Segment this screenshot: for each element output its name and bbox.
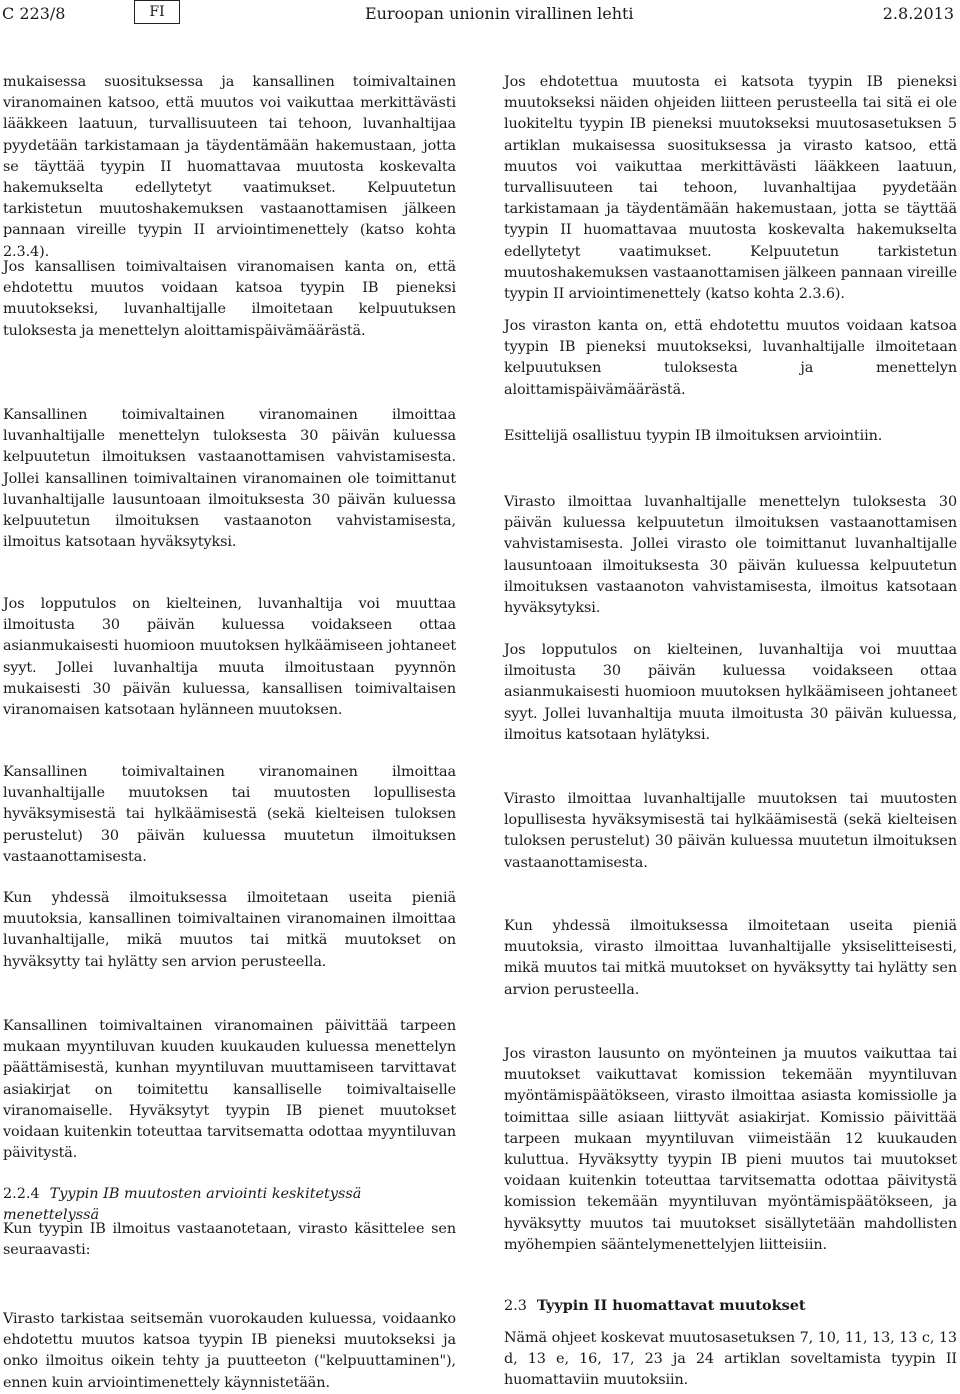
right-paragraph-7: Kun yhdessä ilmoituksessa ilmoitetaan useita pieniä muutoksia, virasto ilmoittaa luvanhaltijalle yksiselitteisesti, mikä muutos tai mitkä muutokset on hyväksytty tai hylätty sen arvion perusteella. (504, 918, 957, 998)
left-paragraph-4: Jos lopputulos on kielteinen, luvanhaltija voi muuttaa ilmoitusta 30 päivän kuluessa voidakseen ottaa asianmukaisesti huomioon muutoksen hylkäämiseen johtaneet syyt. Jollei luvanhaltija muuta ilmoitustaan pyynnön mukaisesti 30 päivän kuluessa, kansallisen toimivaltaisen viranomaisen katsotaan hylänneen muutoksen. (3, 596, 456, 719)
language-code-box: FI (134, 0, 180, 24)
right-paragraph-8: Jos viraston lausunto on myönteinen ja muutos vaikuttaa tai muutokset vaikuttavat komission tekemään myyntiluvan myöntämispäätökseen, virasto ilmoittaa asiasta komissiolle ja toimittaa sille asiaan liittyvät asiakirjat. Komissio päivittää tarpeen mukaan myyntiluvan viimeistään 12 kuukauden kuluttua. Hyväksytty tyypin IB pieni muutos tai muutokset voidaan kuitenkin toteuttaa tarvitsematta odottaa päivitystä komission tekemään myyntiluvan myöntämispäätökseen, ja hyväksytty muutos tai muutokset sisällytetään mahdollisten myöhempien sääntelymenettelyjen liitteisiin. (504, 1046, 957, 1253)
section-number: 2.2.4 (3, 1186, 40, 1202)
section-title: Tyypin II huomattavat muutokset (536, 1297, 806, 1314)
left-paragraph-9: Virasto tarkistaa seitsemän vuorokauden kuluessa, voidaanko ehdotettu muutos katsoa tyypin IB pieneksi muutokseksi ja onko ilmoitus oikein tehty ja puutteeton ("kelpuuttaminen"), ennen kuin arviointimenettely käynnistetään. (3, 1311, 456, 1391)
page-header (0, 0, 960, 30)
left-paragraph-8: Kun tyypin IB ilmoitus vastaanotetaan, virasto käsittelee sen seuraavasti: (3, 1221, 456, 1259)
right-paragraph-4: Virasto ilmoittaa luvanhaltijalle menettelyn tuloksesta 30 päivän kuluessa kelpuutetun ilmoituksen vastaanottamisen vahvistamisesta. Jollei virasto ole toimittanut luvanhaltijalle lausuntoaan ilmoituksesta 30 päivän kuluessa kelpuutetun ilmoituksen vastaanoton vahvistamisesta, ilmoitus katsotaan hyväksytyksi. (504, 494, 957, 617)
left-paragraph-1: mukaisessa suosituksessa ja kansallinen toimivaltainen viranomainen katsoo, että muutos voi vaikuttaa merkittävästi lääkkeen laatuun, turvallisuuteen tai tehoon, luvanhaltijaa pyydetään tarkistamaan ja täydentämään hakemustaan, jotta se täyttää tyypin II huomattavaa muutosta koskevalta hakemukselta edellytetyt vaatimukset. Kelpuutetun tarkistetun muutoshakemuksen vastaanottamisen jälkeen pannaan vireille tyypin II arviointimenettely (katso kohta 2.3.4). (3, 74, 456, 260)
section-heading-2-3 (504, 1295, 957, 1317)
journal-reference: C 223/8 (2, 4, 66, 23)
left-paragraph-3: Kansallinen toimivaltainen viranomainen ilmoittaa luvanhaltijalle menettelyn tuloksesta 30 päivän kuluessa kelpuutetun ilmoituksen vastaanottamisen vahvistamisesta. Jollei kansallinen toimivaltainen viranomainen ole toimittanut luvanhaltijalle lausuntoaan ilmoituksesta 30 päivän kuluessa kelpuutetun ilmoituksen vastaanoton vahvistamisesta, ilmoitus katsotaan hyväksytyksi. (3, 407, 456, 551)
left-paragraph-7: Kansallinen toimivaltainen viranomainen päivittää tarpeen mukaan myyntiluvan kuuden kuukauden kuluessa menettelyn päättämisestä, kunhan myyntiluvan muuttamiseen tarvittavat asiakirjat on toimitettu kansalliselle toimivaltaiselle viranomaiselle. Hyväksytyt tyypin IB pienet muutokset voidaan kuitenkin toteuttaa tarvitsematta odottaa myyntiluvan päivitystä. (3, 1018, 456, 1162)
section-number: 2.3 (504, 1298, 527, 1314)
right-paragraph-5: Jos lopputulos on kielteinen, luvanhaltija voi muuttaa ilmoitusta 30 päivän kuluessa voidakseen ottaa asianmukaisesti huomioon muutoksen hylkäämiseen johtaneet syyt. Jollei luvanhaltija muuta ilmoitusta 30 päivän kuluessa, ilmoitus katsotaan hylätyksi. (504, 642, 957, 743)
right-paragraph-9: Nämä ohjeet koskevat muutosasetuksen 7, 10, 11, 13, 13 c, 13 d, 13 e, 16, 17, 23 ja 24 artiklan soveltamista tyypin II huomattaviin muutoksiin. (504, 1330, 957, 1389)
right-paragraph-1: Jos ehdotettua muutosta ei katsota tyypin IB pieneksi muutokseksi näiden ohjeiden liitteen perusteella tai sitä ei ole luokiteltu tyypin IB pieneksi muutokseksi muutosasetuksen 5 artiklan mukaisessa suosituksessa ja virasto katsoo, että muutos voi vaikuttaa merkittävästi lääkkeen laatuun, turvallisuuteen tai tehoon, luvanhaltijaa pyydetään tarkistamaan ja täydentämään hakemustaan, jotta se täyttää tyypin II huomattavaa muutosta koskevalta hakemukselta edellytetyt vaatimukset. Kelpuutetun tarkistetun muutoshakemuksen vastaanottamisen jälkeen pannaan vireille tyypin II arviointimenettely (katso kohta 2.3.6). (504, 74, 957, 303)
journal-title: Euroopan unionin virallinen lehti (365, 4, 634, 23)
right-paragraph-3: Esittelijä osallistuu tyypin IB ilmoituksen arviointiin. (504, 428, 883, 444)
section-title: Tyypin IB muutosten arviointi keskitetyssä menettelyssä (3, 1186, 362, 1223)
right-paragraph-2: Jos viraston kanta on, että ehdotettu muutos voidaan katsoa tyypin IB pieneksi muutokseksi, luvanhaltijalle ilmoitetaan kelpuutuksen tuloksesta ja menettelyn aloittamispäivämäärästä. (504, 318, 957, 398)
left-paragraph-6: Kun yhdessä ilmoituksessa ilmoitetaan useita pieniä muutoksia, kansallinen toimivaltainen viranomainen ilmoittaa luvanhaltijalle, mikä muutos tai mitkä muutokset on hyväksytty tai hylätty sen arvion perusteella. (3, 890, 456, 970)
right-paragraph-6: Virasto ilmoittaa luvanhaltijalle muutoksen tai muutosten lopullisesta hyväksymisestä tai hylkäämisestä (sekä kielteisen tuloksen perustelut) 30 päivän kuluessa muutetun ilmoituksen vastaanottamisesta. (504, 791, 957, 871)
left-paragraph-2: Jos kansallisen toimivaltaisen viranomaisen kanta on, että ehdotettu muutos voidaan katsoa tyypin IB pieneksi muutokseksi, luvanhaltijalle ilmoitetaan kelpuutuksen tuloksesta ja menettelyn aloittamispäivämäärästä. (3, 259, 456, 339)
publication-date: 2.8.2013 (882, 4, 954, 23)
left-paragraph-5: Kansallinen toimivaltainen viranomainen ilmoittaa luvanhaltijalle muutoksen tai muutosten lopullisesta hyväksymisestä tai hylkäämisestä (sekä kielteisen tuloksen perustelut) 30 päivän kuluessa muutetun ilmoituksen vastaanottamisesta. (3, 764, 456, 865)
